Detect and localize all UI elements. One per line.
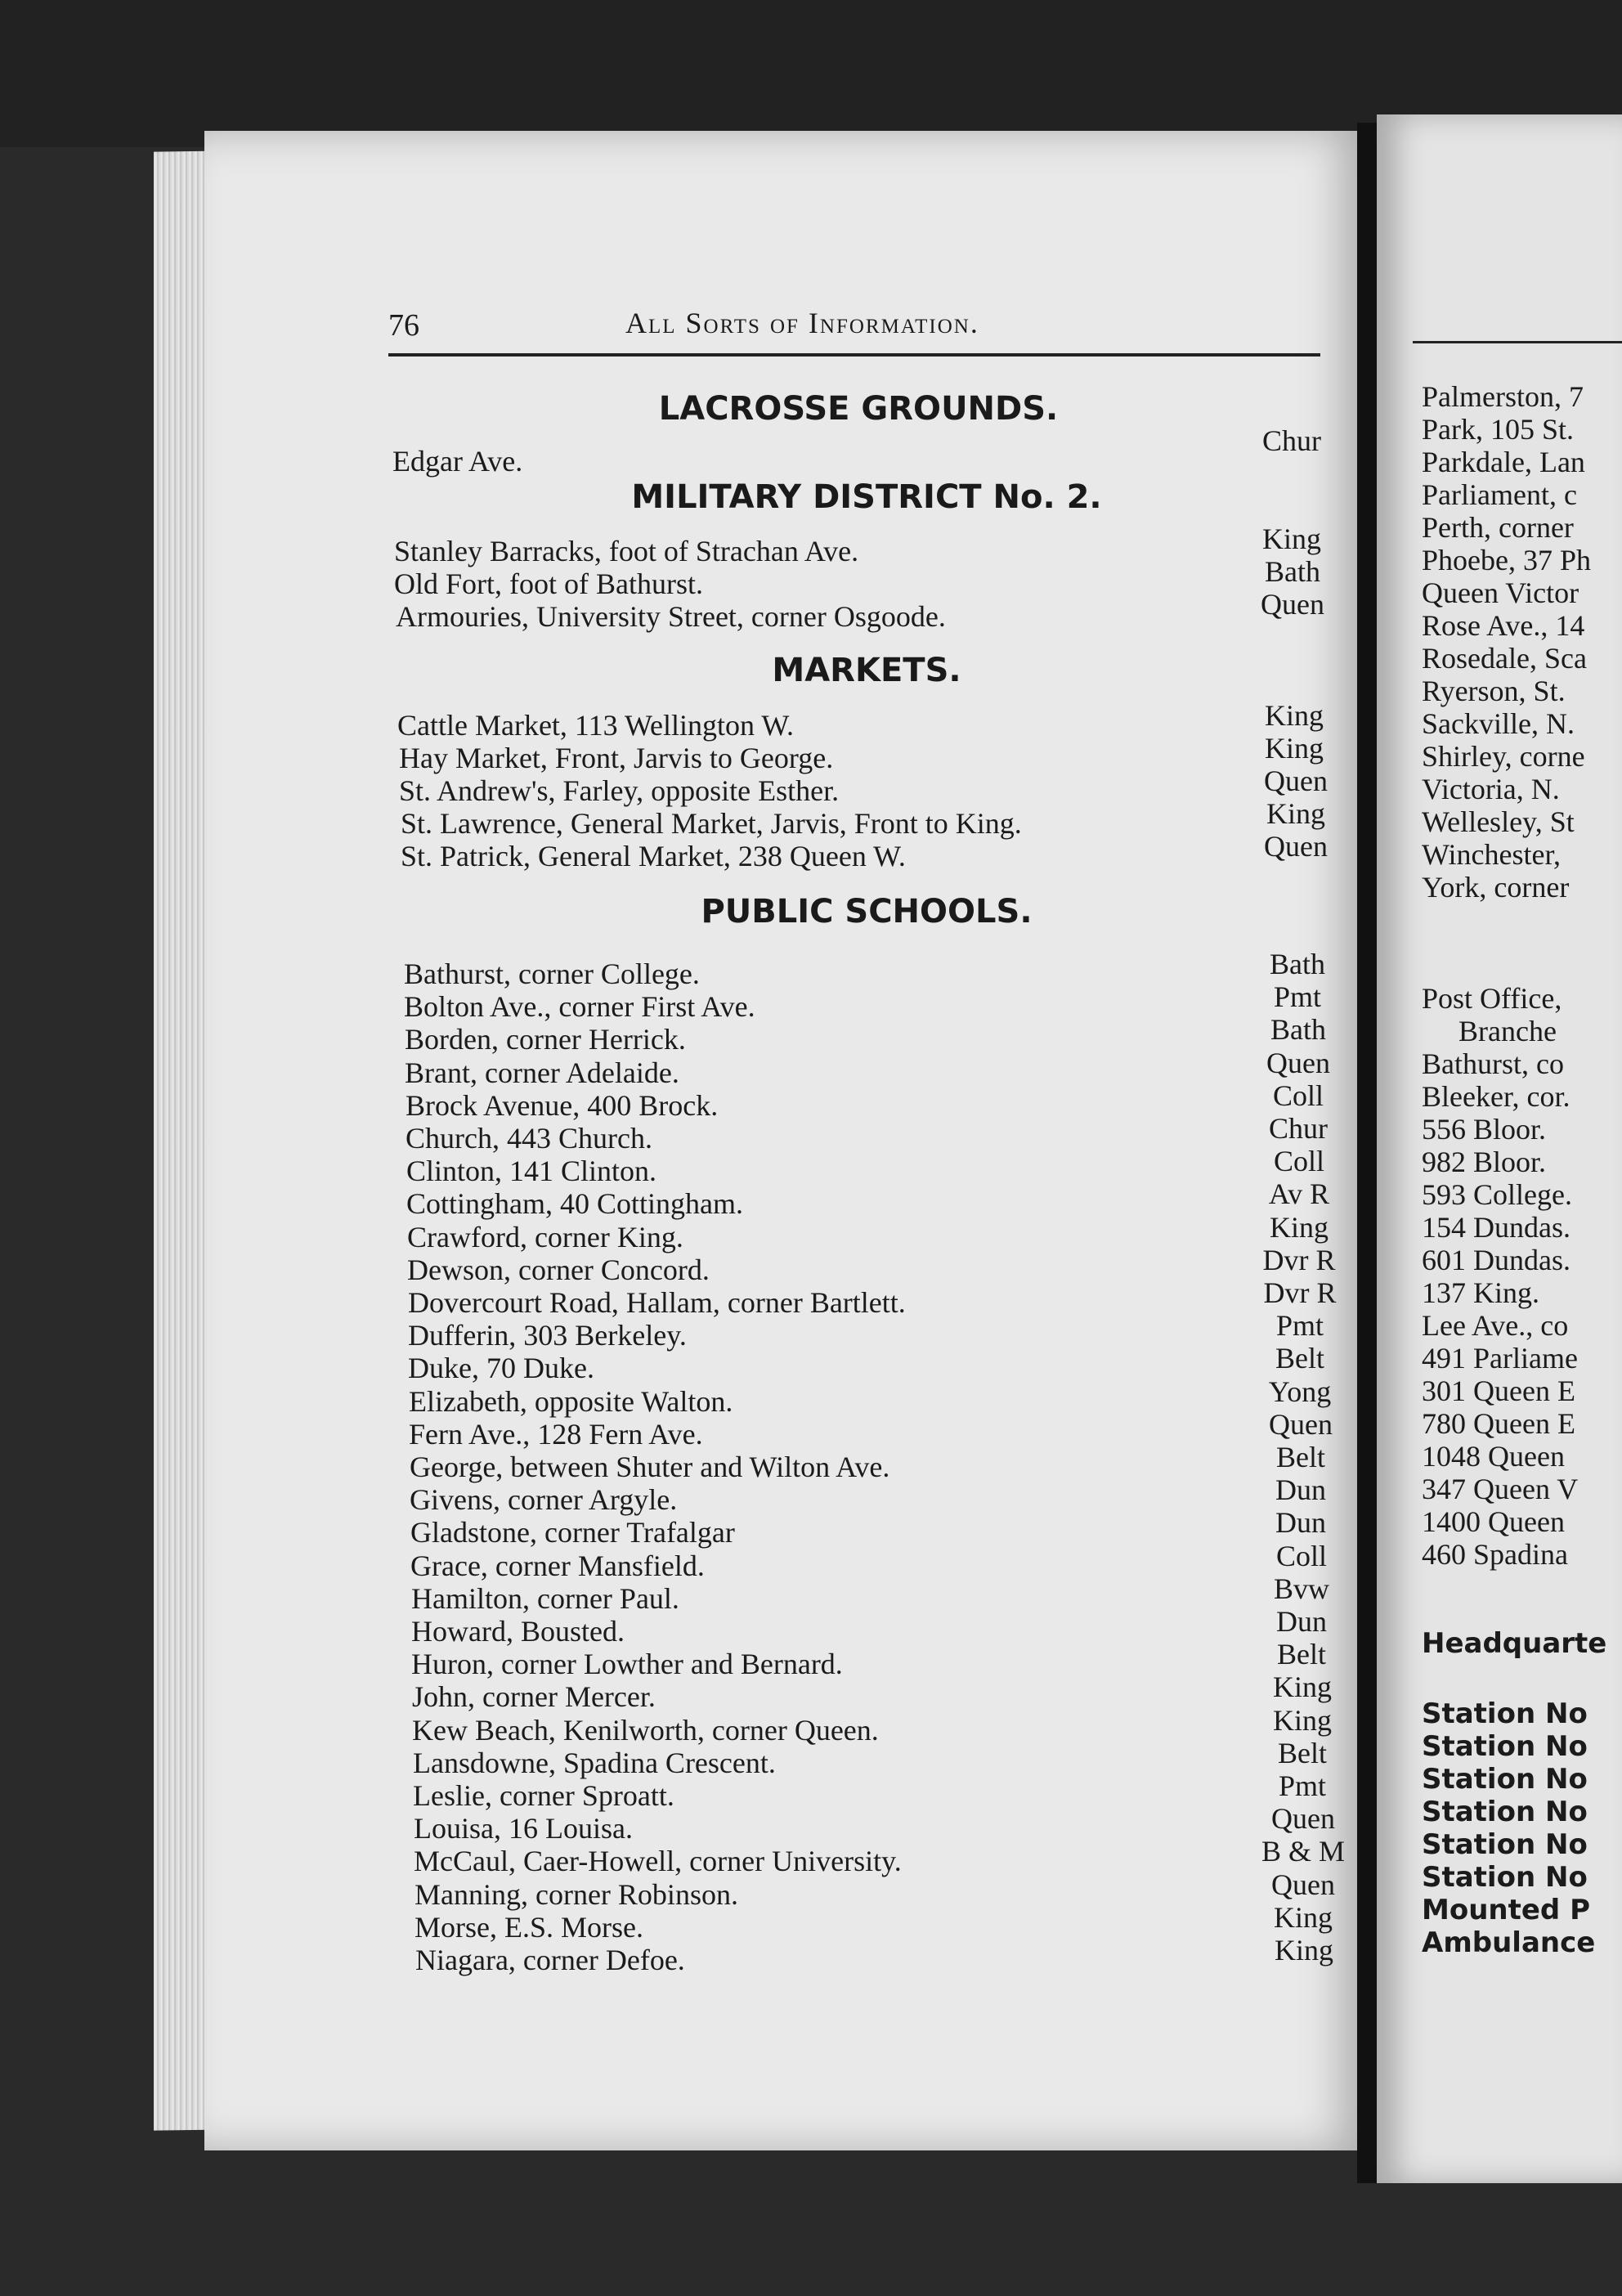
right-entry: Station No	[1422, 1730, 1588, 1763]
section-heading: LACROSSE GROUNDS.	[658, 390, 1059, 428]
right-entry: Wellesley, St	[1422, 805, 1575, 838]
school-abbr: Dun	[1275, 1473, 1326, 1506]
school-abbr: Pmt	[1273, 980, 1322, 1013]
school-entry: Dufferin, 303 Berkeley.	[408, 1319, 687, 1352]
right-entry: Bleeker, cor.	[1422, 1080, 1570, 1113]
right-entry: Post Office,	[1422, 982, 1562, 1015]
school-abbr: King	[1273, 1670, 1332, 1703]
entry-text: Edgar Ave.	[392, 445, 523, 478]
right-entry: 154 Dundas.	[1422, 1211, 1570, 1244]
right-entry: 491 Parliame	[1422, 1342, 1578, 1374]
right-entry: Parkdale, Lan	[1422, 446, 1585, 478]
school-entry: Louisa, 16 Louisa.	[414, 1812, 633, 1845]
school-abbr: King	[1273, 1704, 1332, 1737]
right-entry: Victoria, N.	[1422, 773, 1560, 805]
entry-text: Cattle Market, 113 Wellington W.	[397, 709, 795, 742]
school-entry: Duke, 70 Duke.	[408, 1352, 594, 1384]
school-entry: Cottingham, 40 Cottingham.	[406, 1187, 743, 1220]
right-entry: 301 Queen E	[1422, 1374, 1575, 1407]
school-abbr: Quen	[1266, 1047, 1330, 1079]
running-title: All Sorts of Information.	[625, 307, 979, 339]
right-entry: Perth, corner	[1422, 511, 1574, 544]
right-entry: 780 Queen E	[1422, 1407, 1575, 1440]
entry-abbr: King	[1265, 699, 1324, 732]
entry-abbr: King	[1265, 732, 1324, 765]
school-abbr: Dvr R	[1263, 1276, 1337, 1309]
entry-text: Hay Market, Front, Jarvis to George.	[399, 742, 834, 774]
right-entry: 137 King.	[1422, 1276, 1539, 1309]
entry-text: Old Fort, foot of Bathurst.	[394, 567, 703, 600]
school-abbr: King	[1275, 1934, 1333, 1966]
right-entry: Queen Victor	[1422, 576, 1579, 609]
right-entry: 982 Bloor.	[1422, 1146, 1547, 1178]
right-entry: Rosedale, Sca	[1422, 642, 1587, 675]
section-heading: MILITARY DISTRICT No. 2.	[631, 478, 1102, 516]
school-abbr: Pmt	[1275, 1309, 1324, 1342]
entry-abbr: King	[1262, 522, 1321, 555]
school-entry: Brock Avenue, 400 Brock.	[406, 1089, 719, 1122]
school-abbr: Bath	[1270, 948, 1325, 980]
school-abbr: Bath	[1270, 1013, 1326, 1046]
school-entry: Crawford, corner King.	[407, 1221, 683, 1253]
right-page	[1377, 114, 1622, 2183]
school-entry: Niagara, corner Defoe.	[415, 1944, 685, 1976]
school-abbr: Yong	[1268, 1375, 1332, 1408]
school-abbr: Coll	[1275, 1540, 1327, 1572]
right-entry: 1400 Queen	[1422, 1505, 1565, 1538]
school-abbr: Quen	[1269, 1408, 1333, 1441]
school-abbr: Quen	[1271, 1868, 1335, 1901]
right-entry: 460 Spadina	[1422, 1538, 1568, 1571]
school-abbr: Dun	[1275, 1506, 1326, 1539]
right-entry: Parliament, c	[1422, 478, 1577, 511]
right-entry: Lee Ave., co	[1422, 1309, 1569, 1342]
right-entry: 1048 Queen	[1422, 1440, 1565, 1473]
entry-abbr: Bath	[1265, 555, 1320, 588]
school-abbr: Belt	[1275, 1342, 1324, 1374]
right-entry: Ambulance	[1422, 1926, 1596, 1959]
right-entry: Sackville, N.	[1422, 707, 1575, 740]
right-entry: 347 Queen V	[1422, 1473, 1579, 1505]
school-abbr: Bvw	[1273, 1572, 1329, 1605]
right-entry: Station No	[1422, 1828, 1588, 1861]
school-abbr: King	[1274, 1901, 1333, 1934]
school-abbr: Coll	[1272, 1079, 1324, 1112]
school-entry: Clinton, 141 Clinton.	[406, 1155, 657, 1187]
right-entry: Station No	[1422, 1861, 1588, 1894]
school-entry: Bathurst, corner College.	[404, 957, 700, 990]
school-abbr: Pmt	[1278, 1769, 1327, 1802]
entry-text: Armouries, University Street, corner Osgoode.	[396, 600, 946, 633]
school-entry: John, corner Mercer.	[412, 1680, 656, 1713]
book-gutter	[1357, 123, 1377, 2183]
school-entry: Church, 443 Church.	[406, 1122, 652, 1155]
right-entry: Park, 105 St.	[1422, 413, 1575, 446]
right-entry: Station No	[1422, 1796, 1588, 1828]
school-entry: Borden, corner Herrick.	[405, 1023, 686, 1056]
school-entry: Manning, corner Robinson.	[414, 1878, 738, 1911]
school-entry: Elizabeth, opposite Walton.	[409, 1385, 733, 1418]
school-entry: Lansdowne, Spadina Crescent.	[413, 1747, 776, 1779]
school-entry: Fern Ave., 128 Fern Ave.	[409, 1418, 703, 1451]
section-heading: MARKETS.	[772, 652, 961, 689]
entry-text: Stanley Barracks, foot of Strachan Ave.	[394, 535, 859, 567]
school-abbr: B & M	[1261, 1835, 1346, 1868]
school-entry: Morse, E.S. Morse.	[414, 1911, 643, 1944]
school-abbr: Dun	[1276, 1605, 1327, 1638]
right-entry: 556 Bloor.	[1422, 1113, 1547, 1146]
entry-text: St. Lawrence, General Market, Jarvis, Front to King.	[401, 807, 1022, 840]
school-entry: Givens, corner Argyle.	[410, 1483, 678, 1516]
school-entry: George, between Shuter and Wilton Ave.	[410, 1451, 890, 1483]
school-entry: Kew Beach, Kenilworth, corner Queen.	[412, 1714, 879, 1747]
right-entry: Station No	[1422, 1763, 1588, 1796]
school-abbr: Av R	[1268, 1177, 1330, 1210]
school-abbr: Quen	[1271, 1802, 1335, 1835]
right-entry: Station No	[1422, 1697, 1588, 1730]
entry-text: St. Patrick, General Market, 238 Queen W.	[401, 840, 906, 872]
school-abbr: Belt	[1278, 1737, 1327, 1769]
right-subheading: Branche	[1458, 1015, 1557, 1047]
school-entry: Brant, corner Adelaide.	[405, 1056, 679, 1089]
school-abbr: Chur	[1269, 1112, 1328, 1145]
school-entry: Hamilton, corner Paul.	[411, 1582, 679, 1615]
right-entry: Mounted P	[1422, 1894, 1591, 1926]
section-heading: PUBLIC SCHOOLS.	[701, 893, 1033, 931]
school-entry: Huron, corner Lowther and Bernard.	[411, 1648, 843, 1680]
school-entry: Dovercourt Road, Hallam, corner Bartlett.	[408, 1286, 906, 1319]
entry-abbr: Quen	[1264, 830, 1328, 863]
right-entry: Palmerston, 7	[1422, 380, 1584, 413]
school-abbr: Belt	[1276, 1441, 1325, 1473]
school-entry: Howard, Bousted.	[411, 1615, 625, 1648]
school-entry: McCaul, Caer-Howell, corner University.	[414, 1845, 902, 1877]
right-entry: Ryerson, St.	[1422, 675, 1566, 707]
entry-abbr: King	[1266, 797, 1325, 830]
school-abbr: Dvr R	[1262, 1244, 1336, 1276]
entry-abbr: Quen	[1261, 588, 1324, 621]
entry-text: St. Andrew's, Farley, opposite Esther.	[399, 774, 840, 807]
school-abbr: Coll	[1273, 1145, 1324, 1177]
right-entry: 593 College.	[1422, 1178, 1572, 1211]
right-heading: Headquarte	[1422, 1627, 1607, 1660]
school-entry: Grace, corner Mansfield.	[410, 1549, 705, 1582]
running-header	[388, 303, 1320, 352]
school-entry: Bolton Ave., corner First Ave.	[404, 990, 755, 1023]
header-rule	[1413, 341, 1622, 343]
right-entry: Rose Ave., 14	[1422, 609, 1585, 642]
school-entry: Leslie, corner Sproatt.	[413, 1779, 674, 1812]
page-number: 76	[388, 308, 419, 343]
right-entry: York, corner	[1422, 871, 1570, 904]
right-entry: Bathurst, co	[1422, 1047, 1564, 1080]
header-rule	[388, 353, 1320, 357]
school-entry: Dewson, corner Concord.	[407, 1253, 710, 1286]
right-entry: 601 Dundas.	[1422, 1244, 1570, 1276]
entry-abbr: Chur	[1262, 424, 1321, 457]
right-entry: Shirley, corne	[1422, 740, 1585, 773]
school-abbr: King	[1270, 1211, 1329, 1244]
school-entry: Gladstone, corner Trafalgar	[410, 1516, 735, 1549]
entry-abbr: Quen	[1264, 765, 1328, 797]
right-entry: Phoebe, 37 Ph	[1422, 544, 1591, 576]
right-entry: Winchester,	[1422, 838, 1562, 871]
school-abbr: Belt	[1277, 1638, 1326, 1670]
